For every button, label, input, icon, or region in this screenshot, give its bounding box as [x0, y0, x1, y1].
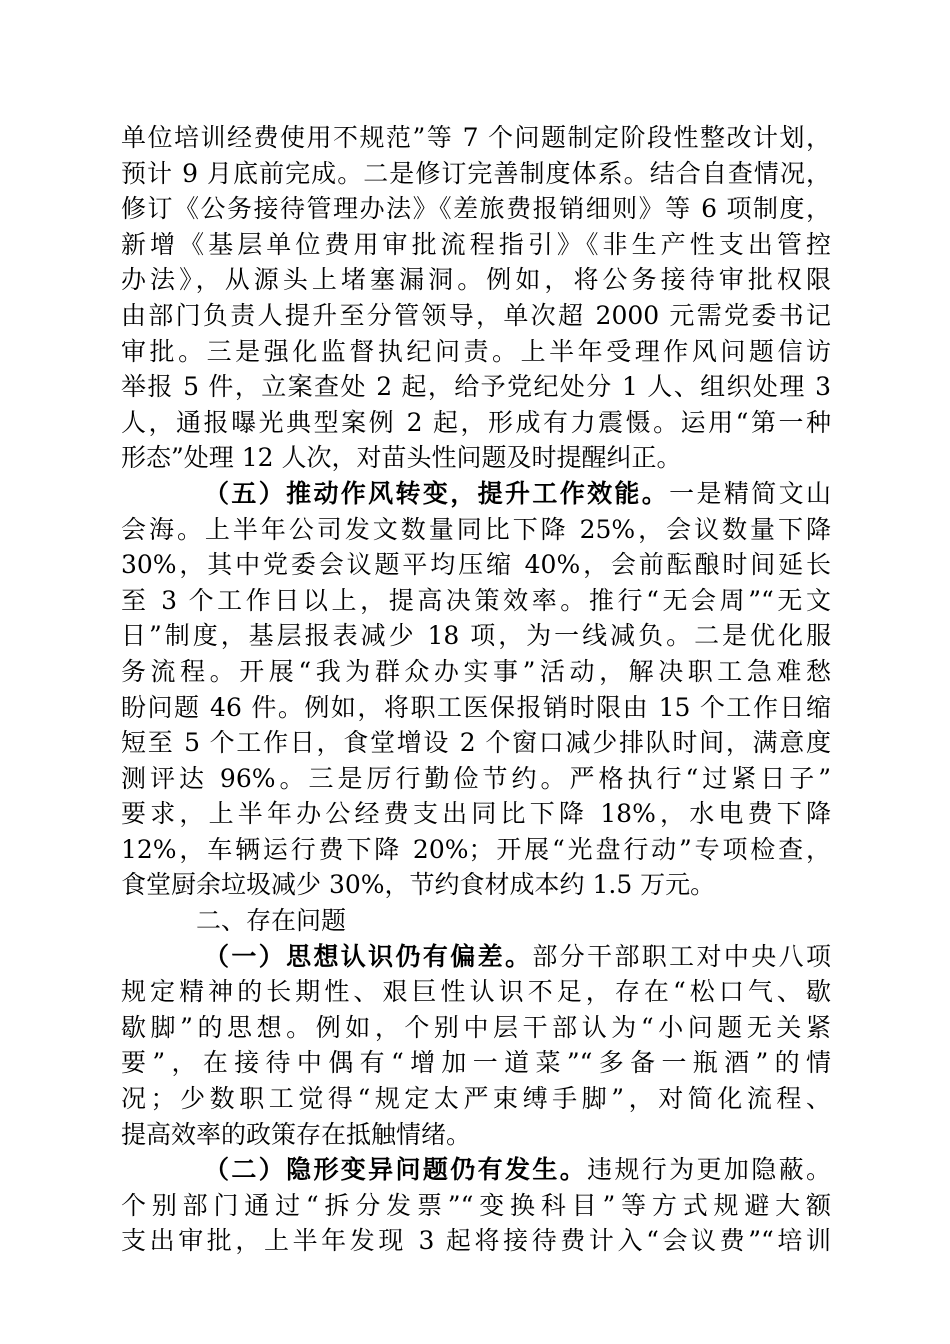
- text-line: 要求，上半年办公经费支出同比下降 18%，水电费下降: [121, 799, 831, 829]
- section-paragraph-start: [121, 476, 831, 512]
- text-line: 预计 9 月底前完成。二是修订完善制度体系。结合自查情况，: [121, 158, 831, 188]
- section-paragraph-start: [121, 1152, 831, 1188]
- subsection-title-2: （二）隐形变异问题仍有发生。: [204, 1155, 588, 1185]
- text-line: 短至 5 个工作日，食堂增设 2 个窗口减少排队时间，满意度: [121, 728, 831, 758]
- text-line: 单位培训经费使用不规范”等 7 个问题制定阶段性整改计划，: [121, 123, 831, 152]
- text-line: 审批。三是强化监督执纪问责。上半年受理作风问题信访: [121, 336, 831, 366]
- text-line: 提高效率的政策存在抵触情绪。: [121, 1119, 472, 1149]
- text-line: 人，通报曝光典型案例 2 起，形成有力震慑。运用“第一种: [121, 407, 831, 437]
- text-line: 食堂厨余垃圾减少 30%，节约食材成本约 1.5 万元。: [121, 870, 716, 900]
- text-run: 违规行为更加隐蔽。: [587, 1155, 831, 1185]
- text-line: 歇脚”的思想。例如，个别中层干部认为“小问题无关紧: [121, 1012, 831, 1042]
- text-line: 新增《基层单位费用审批流程指引》《非生产性支出管控: [121, 229, 831, 259]
- text-line: 务流程。开展“我为群众办实事”活动，解决职工急难愁: [121, 656, 831, 686]
- text-line: 规定精神的长期性、艰巨性认识不足，存在“松口气、歇: [121, 977, 831, 1007]
- text-line: 会海。上半年公司发文数量同比下降 25%，会议数量下降: [121, 514, 831, 544]
- body-text: [121, 120, 831, 1259]
- text-line: 形态”处理 12 人次，对苗头性问题及时提醒纠正。: [121, 443, 682, 473]
- text-line: 盼问题 46 件。例如，将职工医保报销时限由 15 个工作日缩: [121, 692, 831, 722]
- text-line: 30%，其中党委会议题平均压缩 40%，会前酝酿时间延长: [121, 550, 831, 580]
- text-line: 修订《公务接待管理办法》《差旅费报销细则》等 6 项制度，: [121, 194, 831, 224]
- text-line: 支出审批，上半年发现 3 起将接待费计入“会议费”“培训: [121, 1226, 831, 1256]
- text-line: 要”，在接待中偶有“增加一道菜”“多备一瓶酒”的情: [121, 1048, 831, 1078]
- section-heading: 二、存在问题: [196, 906, 347, 936]
- text-line: 测评达 96%。三是厉行勤俭节约。严格执行“过紧日子”: [121, 763, 831, 793]
- text-line: 况；少数职工觉得“规定太严束缚手脚”，对简化流程、: [121, 1084, 831, 1114]
- section-paragraph-start: [121, 939, 831, 975]
- text-line: 由部门负责人提升至分管领导，单次超 2000 元需党委书记: [121, 300, 831, 330]
- text-run: 部分干部职工对中央八项: [532, 941, 831, 971]
- text-line: 至 3 个工作日以上，提高决策效率。推行“无会周”“无文: [121, 585, 831, 615]
- text-line: 举报 5 件，立案查处 2 起，给予党纪处分 1 人、组织处理 3: [121, 372, 831, 402]
- text-line: 个别部门通过“拆分发票”“变换科目”等方式规避大额: [121, 1190, 831, 1220]
- text-line: 日”制度，基层报表减少 18 项，为一线减负。二是优化服: [121, 621, 831, 651]
- subsection-title-1: （一）思想认识仍有偏差。: [204, 941, 533, 971]
- section-title-5: （五）推动作风转变，提升工作效能。: [204, 478, 670, 508]
- text-line: 12%，车辆运行费下降 20%；开展“光盘行动”专项检查，: [121, 834, 831, 864]
- text-run: 一是精简文山: [669, 478, 831, 508]
- text-line: 办法》，从源头上堵塞漏洞。例如，将公务接待审批权限: [121, 265, 831, 295]
